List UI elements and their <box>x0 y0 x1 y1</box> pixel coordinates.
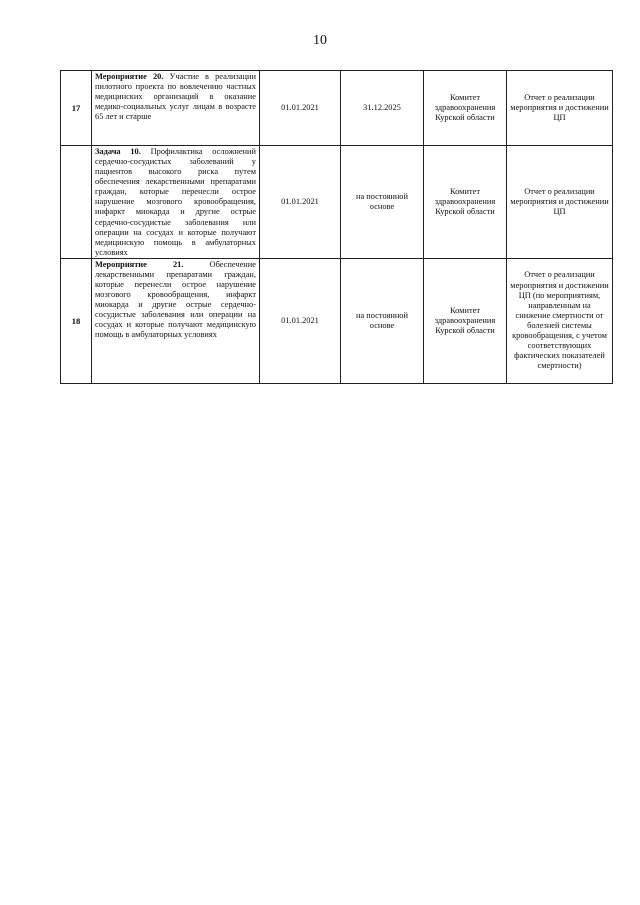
task-title: Задача 10. <box>95 147 141 156</box>
table-row <box>61 71 613 146</box>
activity-text: Участие в реализации пилотного проекта по вовлечению частных медицинских организаций в оказание медико-социальных услуг лицам в возрасте 65 лет и старше <box>95 72 257 122</box>
start-date: 01.01.2021 <box>260 258 341 383</box>
table-row <box>61 146 613 259</box>
activity-description <box>92 258 260 383</box>
activity-description <box>92 146 260 259</box>
expected-result: Отчет о реализации мероприятия и достижении ЦП <box>507 146 613 259</box>
row-number <box>61 146 92 259</box>
task-text: Профилактика осложнений сердечно-сосудистых заболеваний у пациентов высокого риска путем обеспечения лекарственными препаратами граждан, которые перенесли острое нарушение мозгового кровообращения, инфаркт миокарда и другие острые сердечно-сосудистые заболевания или операции на сосудах и которые получают медицинскую помощь в амбулаторных условиях <box>95 147 257 257</box>
executor: Комитет здравоохранения Курской области <box>424 258 507 383</box>
activity-title: Мероприятие 20. <box>95 72 164 81</box>
expected-result: Отчет о реализации мероприятия и достижении ЦП (по мероприятиям, направленным на снижение смертности от болезней системы кровообращения, с учетом соответствующих фактических показателей смертности) <box>507 258 613 383</box>
expected-result: Отчет о реализации мероприятия и достижении ЦП <box>507 71 613 146</box>
activity-description <box>92 71 260 146</box>
executor: Комитет здравоохранения Курской области <box>424 71 507 146</box>
end-date: на постоянной основе <box>341 146 424 259</box>
start-date: 01.01.2021 <box>260 71 341 146</box>
table-row <box>61 258 613 383</box>
activity-text: Обеспечение лекарственными препаратами граждан, которые перенесли острое нарушение мозгового кровообращения, инфаркт миокарда и другие острые сердечно-сосудистые заболевания или операции на сосудах и которые получают медицинскую помощь в амбулаторных условиях <box>95 259 256 340</box>
end-date: на постоянной основе <box>341 258 424 383</box>
executor: Комитет здравоохранения Курской области <box>424 146 507 259</box>
page-number: 10 <box>313 33 327 48</box>
activity-title: Мероприятие 21. <box>95 259 184 269</box>
activities-table <box>60 70 613 384</box>
end-date: 31.12.2025 <box>341 71 424 146</box>
row-number: 17 <box>61 71 92 146</box>
start-date: 01.01.2021 <box>260 146 341 259</box>
row-number: 18 <box>61 258 92 383</box>
